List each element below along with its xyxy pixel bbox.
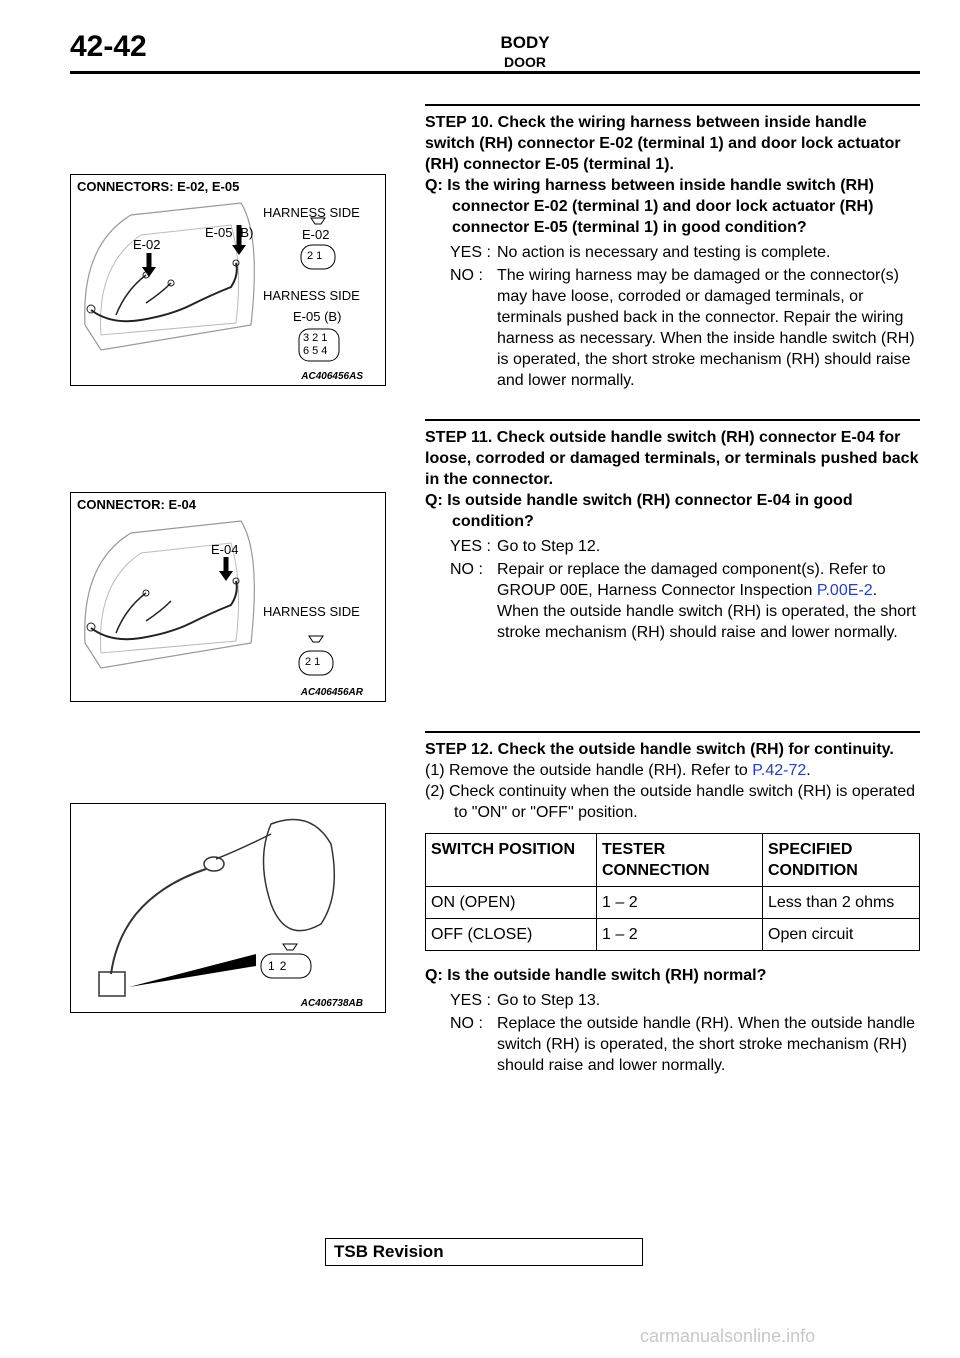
step-10-question: Q: Is the wiring harness between inside handle switch (RH) connector E-02 (terminal 1) and door lock actuator (RH) connector E-05 (terminal 1) in good condition? [425, 177, 874, 236]
harness-side: HARNESS SIDE [263, 604, 360, 619]
step-11 [425, 419, 920, 643]
step-10 [425, 104, 920, 391]
door-harness-drawing [71, 493, 387, 703]
step-11-question: Q: Is outside handle switch (RH) connector E-04 in good condition? [425, 492, 853, 530]
pin: 5 [312, 345, 322, 357]
connector-e02-pins [307, 250, 325, 262]
figure-id: AC406456AS [301, 371, 363, 382]
table-row [426, 919, 920, 951]
table-cell: 1 – 2 [597, 919, 763, 951]
step-12-title: STEP 12. Check the outside handle switch (RH) for continuity. [425, 741, 894, 758]
figure-title: CONNECTORS: E-02, E-05 [77, 179, 240, 194]
step-rule [425, 104, 920, 106]
yes-text: Go to Step 13. [497, 992, 601, 1009]
pin: 1 [321, 332, 331, 344]
no-label: NO : [450, 1015, 483, 1032]
step-12-yes [425, 990, 920, 1011]
step-11-no [425, 559, 920, 643]
step-10-title: STEP 10. Check the wiring harness between inside handle switch (RH) connector E-02 (terminal 1) and door lock actuator (RH) connector E-05 (terminal 1). [425, 114, 901, 173]
yes-text: No action is necessary and testing is complete. [497, 244, 831, 261]
pin: 6 [303, 345, 313, 357]
step-rule [425, 731, 920, 733]
continuity-table [425, 833, 920, 951]
table-cell: Open circuit [763, 919, 920, 951]
pin: 1 [268, 959, 280, 973]
tsb-revision-box: TSB Revision [325, 1238, 643, 1266]
table-cell: 1 – 2 [597, 887, 763, 919]
pin: 4 [321, 345, 331, 357]
yes-text: Go to Step 12. [497, 538, 601, 555]
pin: 2 [305, 656, 315, 668]
step-12-no [425, 1013, 920, 1076]
figure-id: AC406456AR [300, 687, 363, 698]
step-12 [425, 731, 920, 1076]
no-text [497, 559, 920, 643]
table-header: SPECIFIED CONDITION [763, 834, 920, 887]
no-text: The wiring harness may be damaged or the connector(s) may have loose, corroded or damaged terminals, or terminals pushed back in the connector. Repair the wiring harness as necessary. When the inside handle switch (RH) is operated, the short stroke mechanism (RH) should raise and lower normally. [497, 267, 915, 389]
page-number: 42-42 [70, 30, 147, 63]
table-header: SWITCH POSITION [426, 834, 597, 887]
section-title: BODY [500, 33, 550, 52]
item-1-text: (1) Remove the outside handle (RH). Refer to [425, 762, 753, 779]
header-rule [70, 71, 920, 74]
connector-e04-pins [305, 656, 323, 668]
table-header: TESTER CONNECTION [597, 834, 763, 887]
step-11-title: STEP 11. Check outside handle switch (RH) connector E-04 for loose, corroded or damaged terminals, or terminals pushed back in the connector. [425, 429, 919, 488]
harness-side-2: HARNESS SIDE [263, 288, 360, 303]
pin: 2 [312, 332, 322, 344]
label-e05: E-05 (B) [205, 225, 254, 240]
step-10-no [425, 265, 920, 391]
link-p00e-2[interactable]: P.00E-2 [816, 582, 873, 599]
connector-e05-pins-top [303, 332, 330, 344]
pin: 2 [307, 250, 317, 262]
label-e02: E-02 [133, 237, 161, 252]
pin: 1 [316, 250, 326, 262]
figure-outside-handle-switch [70, 803, 386, 1013]
outside-handle-drawing [71, 804, 387, 1014]
no-text-part-2: . When the outside handle switch (RH) is operated, the short stroke mechanism (RH) should raise and lower normally. [497, 582, 916, 641]
table-row [426, 887, 920, 919]
section-subtitle: DOOR [504, 54, 546, 70]
yes-label: YES : [450, 992, 491, 1009]
step-12-item-2: (2) Check continuity when the outside handle switch (RH) is operated to "ON" or "OFF" position. [425, 783, 916, 821]
table-cell: ON (OPEN) [426, 887, 597, 919]
yes-label: YES : [450, 244, 491, 261]
figure-title: CONNECTOR: E-04 [77, 497, 196, 512]
item-1-end: . [806, 762, 811, 779]
step-rule [425, 419, 920, 421]
no-label: NO : [450, 561, 483, 578]
switch-connector-pins [268, 959, 291, 973]
figure-connectors-e02-e05 [70, 174, 386, 386]
label-e04: E-04 [211, 542, 239, 557]
table-header-row [426, 834, 920, 887]
figure-id: AC406738AB [300, 998, 363, 1009]
harness-side-1: HARNESS SIDE [263, 205, 360, 220]
connector-e05-pins-bottom [303, 345, 330, 357]
table-cell: OFF (CLOSE) [426, 919, 597, 951]
yes-label: YES : [450, 538, 491, 555]
connector-e05-label: E-05 (B) [293, 309, 342, 324]
no-label: NO : [450, 267, 483, 284]
watermark: carmanualsonline.info [640, 1326, 816, 1346]
step-11-yes [425, 536, 920, 557]
connector-e02-label: E-02 [302, 227, 330, 242]
step-12-question: Q: Is the outside handle switch (RH) normal? [425, 967, 767, 984]
step-10-yes [425, 242, 920, 263]
pin: 2 [279, 959, 292, 973]
step-12-item-1 [425, 760, 920, 781]
no-text: Replace the outside handle (RH). When the outside handle switch (RH) is operated, the short stroke mechanism (RH) should raise and lower normally. [497, 1015, 916, 1074]
pin: 1 [314, 656, 324, 668]
pin: 3 [303, 332, 313, 344]
no-text-part-1: Repair or replace the damaged component(s). Refer to GROUP 00E, Harness Connector Inspection [497, 561, 886, 599]
figure-connector-e04 [70, 492, 386, 702]
link-p42-72[interactable]: P.42-72 [752, 762, 807, 779]
table-cell: Less than 2 ohms [763, 887, 920, 919]
